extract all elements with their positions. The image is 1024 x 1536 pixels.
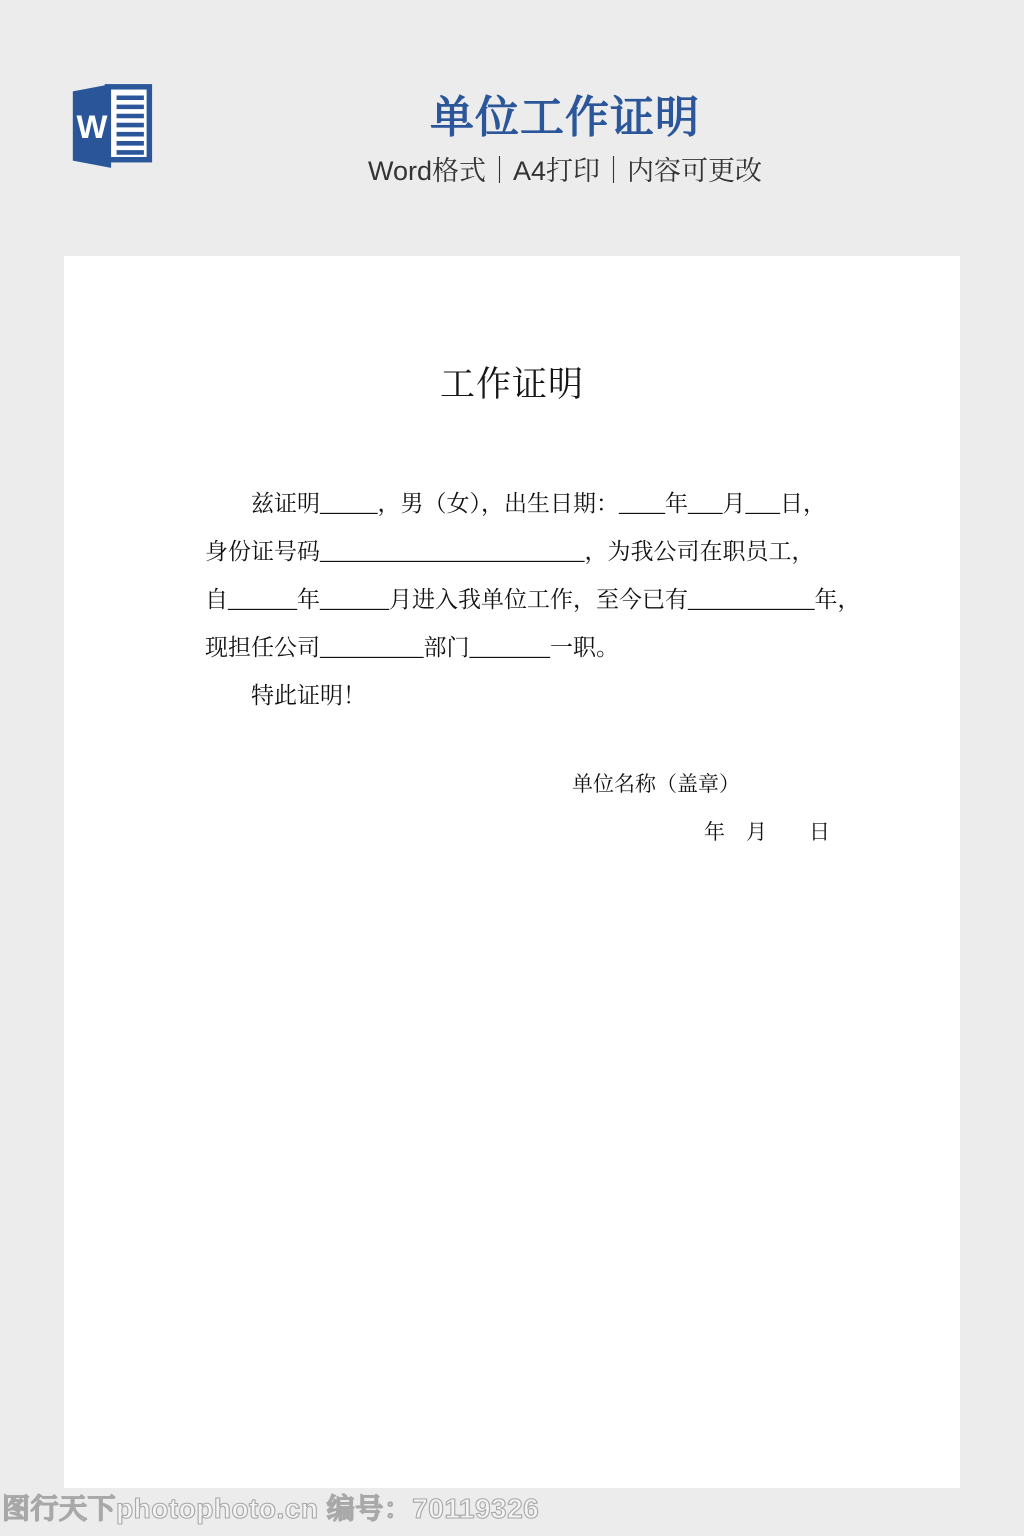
header bbox=[106, 0, 1024, 186]
document-title: 工作证明 bbox=[439, 365, 584, 404]
document-body bbox=[205, 480, 860, 720]
watermark-text: 图行天下photophoto.cn 编号：70119326 bbox=[2, 1493, 540, 1524]
signature-date-line: 年 月 日 bbox=[704, 820, 830, 844]
doc-body-line: 自______年______月进入我单位工作，至今已有___________年， bbox=[205, 587, 861, 612]
doc-body-line: 特此证明！ bbox=[251, 683, 366, 708]
signature-company-line: 单位名称（盖章） bbox=[572, 772, 740, 796]
svg-text:W: W bbox=[76, 107, 108, 145]
document-page bbox=[64, 256, 960, 1488]
page-subtitle: Word格式｜A4打印｜内容可更改 bbox=[367, 156, 763, 186]
doc-body-line: 身份证号码_______________________，为我公司在职员工， bbox=[205, 539, 815, 564]
doc-body-line: 现担任公司_________部门_______一职。 bbox=[205, 635, 619, 660]
doc-body-line: 兹证明_____，男（女），出生日期：____年___月___日， bbox=[251, 491, 826, 516]
page-title: 单位工作证明 bbox=[430, 93, 700, 142]
signature-block bbox=[64, 760, 960, 856]
